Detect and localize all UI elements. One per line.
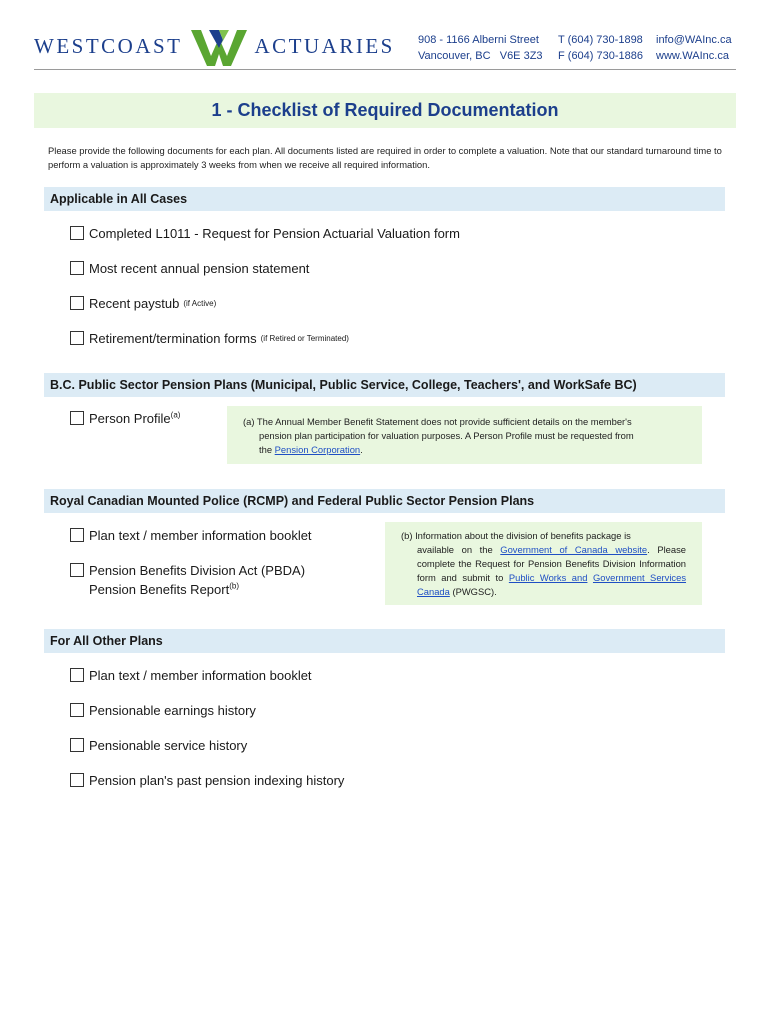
footnote-marker: (a) <box>243 416 255 427</box>
header-divider <box>34 69 736 70</box>
section-bc-public <box>44 373 725 397</box>
section-heading: Royal Canadian Mounted Police (RCMP) and Federal Public Sector Pension Plans <box>50 494 535 508</box>
pwgsc-link-part1[interactable]: Public Works and <box>508 572 588 583</box>
label-text: Pension Benefits Report <box>89 582 230 597</box>
checklist-item-label: Most recent annual pension statement <box>89 261 310 276</box>
checklist-item-label: Completed L1011 - Request for Pension Actuarial Valuation form <box>89 226 460 241</box>
checklist-item-label: Plan text / member information booklet <box>89 668 312 683</box>
footnote-text: available on the <box>417 544 493 555</box>
logo-text-left: WESTCOAST <box>34 33 183 58</box>
checklist-item <box>70 526 312 545</box>
checkbox[interactable] <box>70 563 84 577</box>
footnote-text: . <box>360 444 363 455</box>
page-title: 1 - Checklist of Required Documentation <box>211 100 559 120</box>
footnote-a-box <box>227 406 702 464</box>
intro-paragraph: Please provide the following documents for each plan. All documents listed are required in order to complete a valuation. Note that our standard turnaround time to perform a valuation is approximately 3 weeks from when we receive all required information. <box>48 145 722 170</box>
wa-logo-icon <box>191 26 247 66</box>
title-band <box>34 93 736 128</box>
checklist-item <box>70 259 309 278</box>
label-text-line2 <box>89 580 305 599</box>
government-of-canada-link[interactable]: Government of Canada website <box>500 544 648 555</box>
web-block <box>656 32 732 64</box>
checkbox[interactable] <box>70 528 84 542</box>
checklist-item-label: Retirement/termination forms <box>89 331 257 346</box>
website-url[interactable]: www.WAInc.ca <box>656 50 729 62</box>
checklist-item-label <box>89 561 305 599</box>
label-text: Pension Benefits Division Act (PBDA) <box>89 563 306 578</box>
checkbox[interactable] <box>70 226 84 240</box>
footnote-body <box>401 543 686 599</box>
label-text: Person Profile <box>89 411 171 426</box>
section-heading: B.C. Public Sector Pension Plans (Municipal, Public Service, College, Teachers', and WorkSafe BC) <box>50 378 637 392</box>
checkbox[interactable] <box>70 703 84 717</box>
checklist-item <box>70 561 305 599</box>
fax-number: F (604) 730-1886 <box>558 50 643 62</box>
phone-block <box>558 32 643 64</box>
section-heading: Applicable in All Cases <box>50 192 188 206</box>
section-all-cases <box>44 187 725 211</box>
footnote-marker: (a) <box>170 410 181 420</box>
checkbox[interactable] <box>70 738 84 752</box>
address-line-2: Vancouver, BC V6E 3Z3 <box>418 50 543 62</box>
section-all-other-plans <box>44 629 725 653</box>
footnote-text: (PWGSC). <box>452 586 497 597</box>
checklist-item-label: Recent paystub <box>89 296 180 311</box>
pension-corporation-link[interactable]: Pension Corporation <box>274 444 361 455</box>
address-block <box>418 32 543 64</box>
checklist-item <box>70 736 247 755</box>
checklist-item-label: Plan text / member information booklet <box>89 528 312 543</box>
footnote-b-box <box>385 522 702 605</box>
company-logo <box>34 24 395 68</box>
footnote-marker: (b) <box>401 530 413 541</box>
checkbox[interactable] <box>70 261 84 275</box>
checklist-item <box>70 294 216 313</box>
checklist-item <box>70 329 349 348</box>
footnote-line <box>243 443 686 457</box>
item-qualifier: (if Active) <box>183 299 217 308</box>
checklist-item <box>70 224 460 243</box>
footnote-text: The Annual Member Benefit Statement does not provide sufficient details on the member's <box>256 416 632 427</box>
checklist-item <box>70 771 344 790</box>
checklist-item <box>70 701 256 720</box>
checkbox[interactable] <box>70 668 84 682</box>
logo-text-right: ACTUARIES <box>254 33 395 58</box>
checkbox[interactable] <box>70 411 84 425</box>
checklist-item-label <box>89 409 180 428</box>
footnote-line <box>243 415 686 429</box>
checkbox[interactable] <box>70 331 84 345</box>
checklist-item-label: Pension plan's past pension indexing history <box>89 773 345 788</box>
checklist-item <box>70 666 312 685</box>
section-heading: For All Other Plans <box>50 634 163 648</box>
checkbox[interactable] <box>70 296 84 310</box>
phone-number: T (604) 730-1898 <box>558 34 643 46</box>
email-address[interactable]: info@WAInc.ca <box>656 34 732 46</box>
checklist-item-label: Pensionable earnings history <box>89 703 256 718</box>
footnote-text: the <box>259 444 273 455</box>
letterhead <box>34 18 736 70</box>
footnote-marker: (b) <box>229 581 239 591</box>
address-line-1: 908 - 1166 Alberni Street <box>418 34 539 46</box>
pwgsc-link-part2[interactable]: Government Services Canada <box>417 572 687 597</box>
footnote-text: Information about the division of benefits package is <box>415 530 631 541</box>
checkbox[interactable] <box>70 773 84 787</box>
section-rcmp-federal <box>44 489 725 513</box>
footnote-line: pension plan participation for valuation purposes. A Person Profile must be requested from <box>259 430 634 441</box>
footnote-text: . Please complete the Request for Pension Benefits Division Information form and submit to <box>417 544 686 583</box>
checklist-item <box>70 409 180 428</box>
checklist-item-label: Pensionable service history <box>89 738 248 753</box>
item-qualifier: (if Retired or Terminated) <box>260 334 349 343</box>
